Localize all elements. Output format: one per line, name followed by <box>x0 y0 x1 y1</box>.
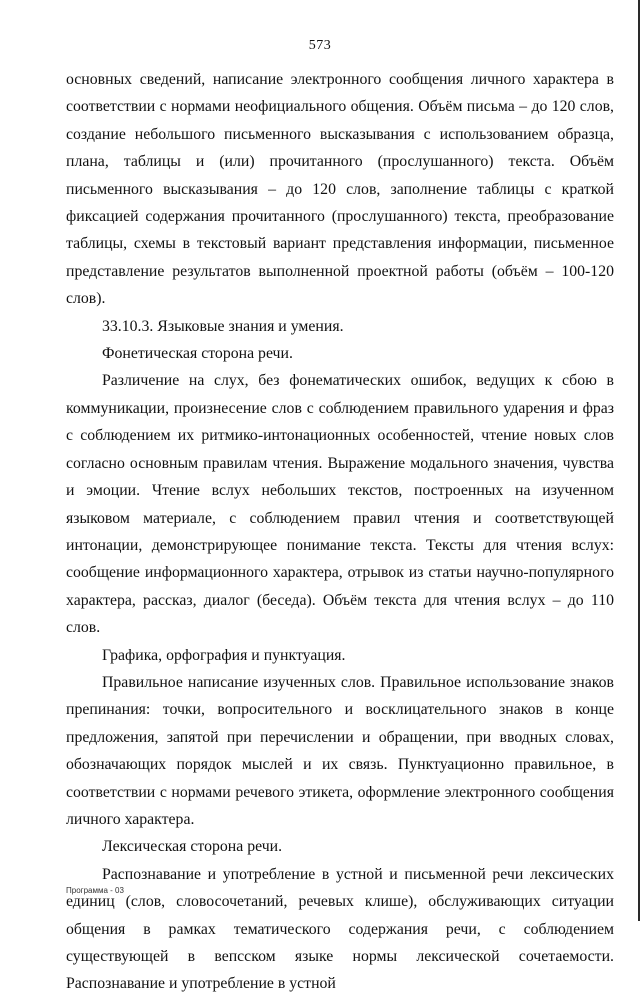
subheading-lexis: Лексическая сторона речи. <box>102 838 283 856</box>
paragraph-lexis: Распознавание и употребление в устной и письменной речи лексических единиц (слов, словосочетаний, речевых клише), обслуживающих ситуации общения в рамках тематического содержания речи, с соблюдением существующей в вепсском языке нормы лексической сочетаемости. Распознавание и употребление в устной <box>66 865 614 993</box>
page-footer: Программа - 03 <box>66 886 124 895</box>
paragraph-graphics-spelling: Правильное написание изученных слов. Правильное использование знаков препинания: точки, вопросительного и восклицательного знаков в конце предложения, запятой при перечислении и обращении, при вводных словах, обозначающих порядок мыслей и их связь. Пунктуационно правильное, в соответствии с нормами речевого этикета, оформление электронного сообщения личного характера. <box>66 673 614 828</box>
paragraph-writing-continuation: основных сведений, написание электронного сообщения личного характера в соответствии с нормами неофициального общения. Объём письма – до 120 слов, создание небольшого письменного высказывания с использованием образца, плана, таблицы и (или) прочитанного (прослушанного) текста. Объём письменного высказывания – до 120 слов, заполнение таблицы с краткой фиксацией содержания прочитанного (прослушанного) текста, преобразование таблицы, схемы в текстовый вариант представления информации, письменное представление результатов выполненной проектной работы (объём – 100-120 слов). <box>66 71 614 308</box>
subheading-graphics-spelling: Графика, орфография и пунктуация. <box>102 646 346 664</box>
paragraph-phonetics: Различение на слух, без фонематических ошибок, ведущих к сбою в коммуникации, произнесение слов с соблюдением правильного ударения и фраз с соблюдением их ритмико-интонационных особенностей, чтение новых слов согласно основным правилам чтения. Выражение модального значения, чувства и эмоции. Чтение вслух небольших текстов, построенных на изученном языковом материале, с соблюдением правил чтения и соответствующей интонации, демонстрирующее понимание текста. Тексты для чтения вслух: сообщение информационного характера, отрывок из статьи научно-популярного характера, рассказ, диалог (беседа). Объём текста для чтения вслух – до 110 слов. <box>66 372 614 637</box>
document-body <box>66 66 614 998</box>
section-heading-language-skills: 33.10.3. Языковые знания и умения. <box>102 317 344 335</box>
page-number: 573 <box>308 38 332 53</box>
subheading-phonetics: Фонетическая сторона речи. <box>102 345 293 363</box>
